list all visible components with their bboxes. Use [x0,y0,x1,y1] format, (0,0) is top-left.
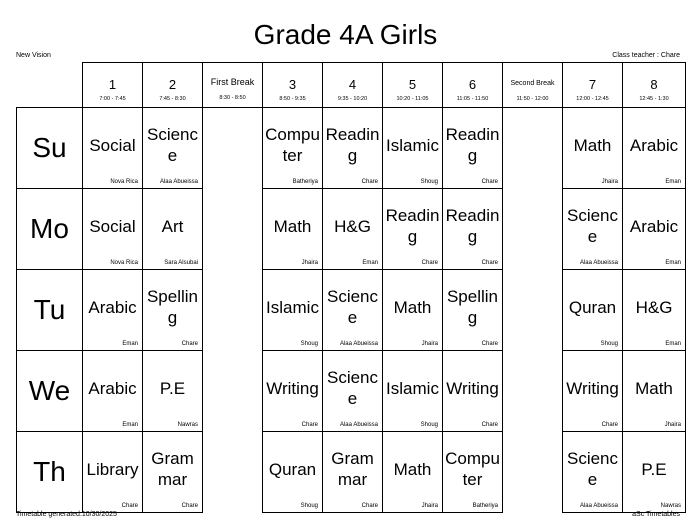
lesson-teacher: Shoug [600,341,618,347]
lesson-teacher: Chare [481,260,498,266]
lesson-cell [323,189,383,270]
lesson-subject: Library [86,459,139,479]
lesson-cell [83,270,143,351]
break-cell [203,189,263,270]
lesson-teacher: Nova Rica [110,260,138,266]
lesson-teacher: Chare [361,503,378,509]
lesson-teacher: Jhaira [421,503,438,509]
day-cell [17,270,83,351]
period-time: 7:00 - 7:45 [99,96,126,102]
class-teacher: Class teacher : Chare [612,52,680,59]
lesson-teacher: Alaa Abueissa [339,422,378,428]
lesson-teacher: Eman [122,341,138,347]
break-cell [503,108,563,189]
lesson-subject: Science [326,287,379,327]
lesson-subject: Science [326,368,379,408]
lesson-cell [623,108,686,189]
lesson-teacher: Batheriya [292,179,318,185]
period-number: 2 [168,77,177,92]
lesson-teacher: Jhaira [421,341,438,347]
day-name: Tu [33,294,66,325]
header-corner [17,63,83,108]
lesson-cell [323,108,383,189]
lesson-cell [443,189,503,270]
lesson-subject: Quran [568,297,617,317]
school-name: New Vision [16,52,51,59]
lesson-teacher: Eman [665,179,681,185]
lesson-teacher: Jhaira [664,422,681,428]
lesson-teacher: Eman [122,422,138,428]
period-number: 1 [108,77,117,92]
lesson-teacher: Chare [301,422,318,428]
lesson-cell [383,108,443,189]
lesson-cell [443,351,503,432]
lesson-teacher: Chare [481,341,498,347]
software-credit: aSc Timetables [632,511,680,518]
lesson-teacher: Chare [601,422,618,428]
lesson-subject: Arabic [629,135,679,155]
break-header [203,63,263,108]
lesson-teacher: Eman [665,341,681,347]
day-cell [17,432,83,513]
lesson-cell [563,108,623,189]
lesson-cell [143,351,203,432]
lesson-subject: Reading [445,206,500,246]
break-cell [203,108,263,189]
period-header [623,63,686,108]
lesson-subject: Arabic [88,378,137,398]
lesson-cell [263,351,323,432]
lesson-teacher: Chare [421,260,438,266]
lesson-subject: Science [566,206,619,246]
lesson-cell [83,189,143,270]
day-cell [17,351,83,432]
lesson-cell [383,270,443,351]
lesson-subject: Reading [385,206,440,246]
break-cell [503,351,563,432]
lesson-teacher: Alaa Abueissa [159,179,198,185]
lesson-cell [83,351,143,432]
break-cell [503,270,563,351]
lesson-subject: Social [89,135,136,155]
lesson-subject: Grammar [151,449,194,489]
lesson-cell [323,351,383,432]
lesson-teacher: Chare [481,179,498,185]
lesson-cell [323,432,383,513]
period-number: 5 [408,77,417,92]
day-name: We [28,375,71,406]
lesson-cell [383,351,443,432]
lesson-subject: Reading [445,125,500,165]
lesson-subject: Science [566,449,619,489]
lesson-subject: Math [393,297,432,317]
lesson-teacher: Eman [665,260,681,266]
lesson-subject: Math [573,135,612,155]
lesson-teacher: Eman [362,260,378,266]
lesson-cell [623,432,686,513]
break-cell [203,351,263,432]
lesson-cell [563,351,623,432]
lesson-cell [623,270,686,351]
lesson-subject: Arabic [88,297,137,317]
lesson-teacher: Shoug [420,179,438,185]
lesson-cell [563,270,623,351]
lesson-subject: Math [393,459,432,479]
period-header [263,63,323,108]
lesson-cell [563,432,623,513]
lesson-subject: H&G [635,297,673,317]
lesson-subject: Quran [268,459,317,479]
lesson-cell [563,189,623,270]
lesson-subject: P.E [641,459,667,479]
page-title: Grade 4A Girls [253,19,438,50]
lesson-cell [263,270,323,351]
lesson-cell [83,432,143,513]
lesson-cell [263,108,323,189]
day-cell [17,189,83,270]
lesson-subject: Writing [266,378,319,398]
break-name: First Break [210,77,255,87]
generated-note: Timetable generated:10/30/2025 [16,511,117,518]
lesson-subject: P.E [159,378,186,398]
lesson-subject: Spelling [146,287,199,327]
lesson-subject: Arabic [629,216,679,236]
period-number: 3 [288,77,297,92]
period-time: 8:50 - 9:35 [279,96,306,102]
lesson-subject: Math [635,378,673,398]
break-name: Second Break [510,80,555,87]
lesson-subject: Grammar [331,449,374,489]
lesson-teacher: Shoug [420,422,438,428]
period-time: 7:45 - 8:30 [159,96,186,102]
lesson-teacher: Chare [481,422,498,428]
period-time: 10:20 - 11:05 [396,96,429,102]
day-row [17,108,686,189]
break-cell [203,432,263,513]
lesson-subject: Art [161,216,184,236]
lesson-teacher: Jhaira [601,179,618,185]
lesson-teacher: Chare [121,503,138,509]
break-header [503,63,563,108]
period-time: 9:35 - 10:20 [337,96,368,102]
lesson-cell [443,108,503,189]
lesson-cell [623,351,686,432]
timetable-grid [16,62,686,513]
lesson-teacher: Chare [181,503,198,509]
period-header [143,63,203,108]
lesson-teacher: Chare [181,341,198,347]
lesson-cell [443,432,503,513]
lesson-teacher: Nawras [660,503,681,509]
day-row [17,189,686,270]
lesson-teacher: Jhaira [301,260,318,266]
period-number: 4 [348,77,357,92]
lesson-cell [383,189,443,270]
lesson-teacher: Nawras [177,422,198,428]
lesson-subject: Spelling [446,287,499,327]
day-name: Th [33,456,66,487]
lesson-cell [623,189,686,270]
break-time: 11:50 - 12:00 [516,96,549,102]
period-header [443,63,503,108]
period-header [323,63,383,108]
lesson-cell [443,270,503,351]
lesson-cell [143,108,203,189]
day-row [17,270,686,351]
period-header [83,63,143,108]
lesson-teacher: Shoug [300,503,318,509]
period-time: 12:45 - 1:30 [639,96,669,102]
lesson-subject: Computer [445,449,500,489]
lesson-subject: Islamic [386,135,439,155]
period-time: 12:00 - 12:45 [576,96,609,102]
day-row [17,351,686,432]
lesson-teacher: Sara Alsubai [164,260,198,266]
lesson-subject: Social [89,216,136,236]
lesson-teacher: Alaa Abueissa [579,503,618,509]
lesson-cell [263,189,323,270]
lesson-subject: Computer [265,125,320,165]
lesson-teacher: Chare [361,179,378,185]
lesson-cell [263,432,323,513]
lesson-teacher: Shoug [300,341,318,347]
lesson-subject: Science [146,125,199,165]
period-time: 11:05 - 11:50 [456,96,489,102]
lesson-subject: Writing [566,378,619,398]
period-header-row [17,63,686,108]
lesson-cell [323,270,383,351]
lesson-subject: Reading [325,125,380,165]
lesson-cell [83,108,143,189]
day-cell [17,108,83,189]
lesson-subject: Math [273,216,312,236]
day-row [17,432,686,513]
break-cell [503,432,563,513]
break-cell [503,189,563,270]
day-name: Mo [30,213,69,244]
lesson-teacher: Nova Rica [110,179,138,185]
lesson-cell [383,432,443,513]
lesson-teacher: Alaa Abueissa [579,260,618,266]
lesson-subject: H&G [334,216,371,236]
lesson-cell [143,189,203,270]
period-number: 7 [588,77,597,92]
lesson-subject: Islamic [266,297,319,317]
period-header [383,63,443,108]
lesson-subject: Writing [446,378,499,398]
lesson-teacher: Batheriya [472,503,498,509]
lesson-subject: Islamic [386,378,439,398]
lesson-cell [143,270,203,351]
period-number: 8 [650,77,658,92]
break-cell [203,270,263,351]
period-number: 6 [468,77,477,92]
day-name: Su [32,132,67,163]
lesson-cell [143,432,203,513]
period-header [563,63,623,108]
lesson-teacher: Alaa Abueissa [339,341,378,347]
break-time: 8:30 - 8:50 [219,95,246,101]
